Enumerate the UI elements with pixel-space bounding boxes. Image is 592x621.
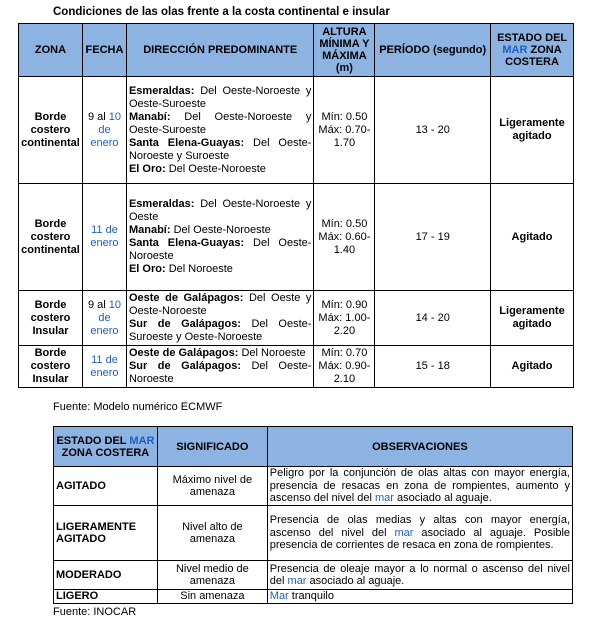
- nivel-cell: LIGERO: [54, 590, 158, 604]
- observaciones-cell: [267, 467, 572, 506]
- observacion-text: asociado al aguaje.: [306, 575, 405, 587]
- header-estado-mar-word: MAR: [129, 434, 155, 447]
- direccion-cell: [126, 346, 313, 388]
- threat-levels-table: [53, 426, 573, 604]
- fecha-cell: [82, 77, 126, 184]
- header-direccion: DIRECCIÓN PREDOMINANTE: [126, 24, 313, 77]
- table-header-row: [19, 24, 574, 77]
- periodo-cell: 13 - 20: [375, 77, 491, 184]
- altura-cell: Mín: 0.90 Máx: 1.00-2.20: [314, 291, 375, 346]
- significado-cell: Sin amenaza: [157, 590, 267, 604]
- direccion-location: Sur de Galápagos:: [128, 318, 241, 330]
- direccion-text: Del Noroeste: [165, 263, 233, 275]
- direccion-location: Manabí:: [128, 224, 171, 236]
- estado-cell: Ligeramente agitado: [491, 291, 574, 346]
- table-row: [19, 346, 574, 388]
- direccion-item: [129, 85, 311, 111]
- observacion-text: Presencia de olas medias y altas con mayor energía, ascenso del nivel del: [269, 514, 570, 539]
- altura-cell: Mín: 0.70 Máx: 0.90-2.10: [314, 346, 375, 388]
- header-zona: ZONA: [19, 24, 83, 77]
- header-fecha: FECHA: [82, 24, 126, 77]
- direccion-location: Santa Elena-Guayas:: [128, 136, 245, 149]
- direccion-item: [129, 318, 311, 344]
- observacion-text: tranquilo: [288, 590, 334, 602]
- direccion-item: [129, 292, 311, 318]
- fecha-cell: [82, 184, 126, 291]
- table-header-row: [54, 427, 573, 467]
- direccion-location: El Oro:: [128, 162, 166, 175]
- periodo-cell: 17 - 19: [375, 184, 491, 291]
- estado-cell: Agitado: [491, 346, 574, 388]
- direccion-text: Del Oeste-Noroeste y Suroeste: [128, 136, 312, 162]
- zona-cell: Borde costero Insular: [19, 346, 83, 388]
- page-title: Condiciones de las olas frente a la costa continental e insular: [53, 6, 390, 18]
- direccion-text: Del Oeste-Noroeste: [165, 162, 266, 175]
- observaciones-cell: [267, 561, 572, 590]
- direccion-text: Del Oeste-Noroeste: [128, 360, 312, 385]
- table-row: [19, 291, 574, 346]
- header-altura: ALTURA MÍNIMA Y MÁXIMA (m): [314, 24, 375, 77]
- observacion-text: Peligro por la conjunción de olas altas con mayor energía, presencia de resacas en zona de rompientes, aumento y ascenso del nivel del: [269, 467, 570, 505]
- fecha-cell: [82, 346, 126, 388]
- direccion-cell: [126, 77, 313, 184]
- header-significado: SIGNIFICADO: [157, 427, 267, 467]
- direccion-location: Sur de Galápagos:: [128, 360, 241, 372]
- direccion-location: Esmeraldas:: [128, 84, 195, 97]
- direccion-cell: [126, 291, 313, 346]
- altura-cell: Mín: 0.50 Máx: 0.70-1.70: [314, 77, 375, 184]
- zona-cell: Borde costero Insular: [19, 291, 83, 346]
- fecha-date: 10 de enero: [90, 110, 121, 149]
- table-row: [19, 77, 574, 184]
- significado-cell: Nivel medio de amenaza: [157, 561, 267, 590]
- direccion-item: [129, 347, 311, 360]
- direccion-text: Del Noroeste: [238, 347, 306, 359]
- altura-cell: Mín: 0.50 Máx: 0.60-1.40: [314, 184, 375, 291]
- mar-word: mar: [374, 492, 394, 505]
- header-periodo: PERÍODO (segundo): [375, 24, 491, 77]
- periodo-cell: 15 - 18: [375, 346, 491, 388]
- header-estado: [491, 24, 574, 77]
- periodo-cell: 14 - 20: [375, 291, 491, 346]
- observacion-text: asociado al aguaje. Posible presencia de corrientes de resaca en zona de rompientes.: [269, 526, 570, 552]
- source-ecmwf: Fuente: Modelo numérico ECMWF: [53, 401, 223, 413]
- source-inocar: Fuente: INOCAR: [53, 606, 137, 618]
- observaciones-cell: [267, 590, 572, 604]
- fecha-pre: 9 al: [87, 110, 106, 123]
- direccion-location: Santa Elena-Guayas:: [128, 237, 245, 249]
- direccion-item: [129, 360, 311, 386]
- direccion-item: [129, 163, 311, 176]
- direccion-text: Del Oeste-Suroeste y Oeste-Noroeste: [128, 318, 312, 343]
- fecha-date: 11 de enero: [90, 224, 119, 249]
- estado-cell: Ligeramente agitado: [491, 77, 574, 184]
- fecha-date: 11 de enero: [90, 353, 119, 379]
- table-row: [54, 506, 573, 561]
- direccion-location: El Oro:: [128, 263, 166, 275]
- header-estado-pre: ESTADO DEL: [56, 434, 127, 447]
- direccion-text: Del Oeste-Noroeste: [128, 237, 312, 262]
- direccion-location: Manabí:: [128, 110, 171, 123]
- table-row: [54, 467, 573, 506]
- direccion-text: Del Oeste-Noroeste y Oeste: [128, 198, 312, 223]
- fecha-cell: [82, 291, 126, 346]
- header-observaciones: OBSERVACIONES: [267, 427, 572, 467]
- zona-cell: Borde costero continental: [19, 184, 83, 291]
- direccion-location: Oeste de Galápagos:: [128, 347, 239, 359]
- direccion-item: [129, 237, 311, 263]
- observacion-text: asociado al aguaje.: [393, 492, 492, 505]
- significado-cell: Máximo nivel de amenaza: [157, 467, 267, 506]
- wave-conditions-table: [18, 23, 574, 388]
- direccion-item: [129, 224, 311, 237]
- direccion-item: [129, 198, 311, 224]
- header-estado-mar: [54, 427, 158, 467]
- mar-word: Mar: [269, 590, 289, 602]
- observacion-text: Presencia de oleaje mayor a lo normal o ascenso del nivel del: [269, 562, 570, 587]
- observaciones-cell: [267, 506, 572, 561]
- fecha-pre: 9 al: [87, 298, 106, 311]
- direccion-text: Del Oeste y Oeste-Noroeste: [128, 292, 312, 317]
- mar-word: mar: [394, 526, 414, 539]
- fecha-date: 10 de enero: [90, 298, 121, 337]
- direccion-item: [129, 111, 311, 137]
- nivel-cell: AGITADO: [54, 467, 158, 506]
- header-estado-mar: MAR: [502, 44, 528, 56]
- nivel-cell: LIGERAMENTE AGITADO: [54, 506, 158, 561]
- estado-cell: Agitado: [491, 184, 574, 291]
- significado-cell: Nivel alto de amenaza: [157, 506, 267, 561]
- header-estado-post: ZONA COSTERA: [61, 446, 150, 459]
- direccion-location: Oeste de Galápagos:: [128, 292, 244, 304]
- direccion-item: [129, 137, 311, 163]
- direccion-location: Esmeraldas:: [128, 198, 195, 210]
- nivel-cell: MODERADO: [54, 561, 158, 590]
- direccion-text: Del Oeste-Noroeste: [170, 224, 271, 236]
- table-row: [54, 561, 573, 590]
- table-row: [19, 184, 574, 291]
- header-estado-pre: ESTADO DEL: [497, 32, 567, 44]
- direccion-item: [129, 263, 311, 276]
- header-estado-post: ZONA COSTERA: [505, 44, 562, 68]
- direccion-cell: [126, 184, 313, 291]
- direccion-text: Del Oeste-Noroeste y Oeste-Suroeste: [128, 110, 312, 136]
- mar-word: mar: [287, 575, 307, 587]
- direccion-text: Del Oeste-Noroeste y Oeste-Suroeste: [128, 84, 312, 110]
- zona-cell: Borde costero continental: [19, 77, 83, 184]
- table-row: [54, 590, 573, 604]
